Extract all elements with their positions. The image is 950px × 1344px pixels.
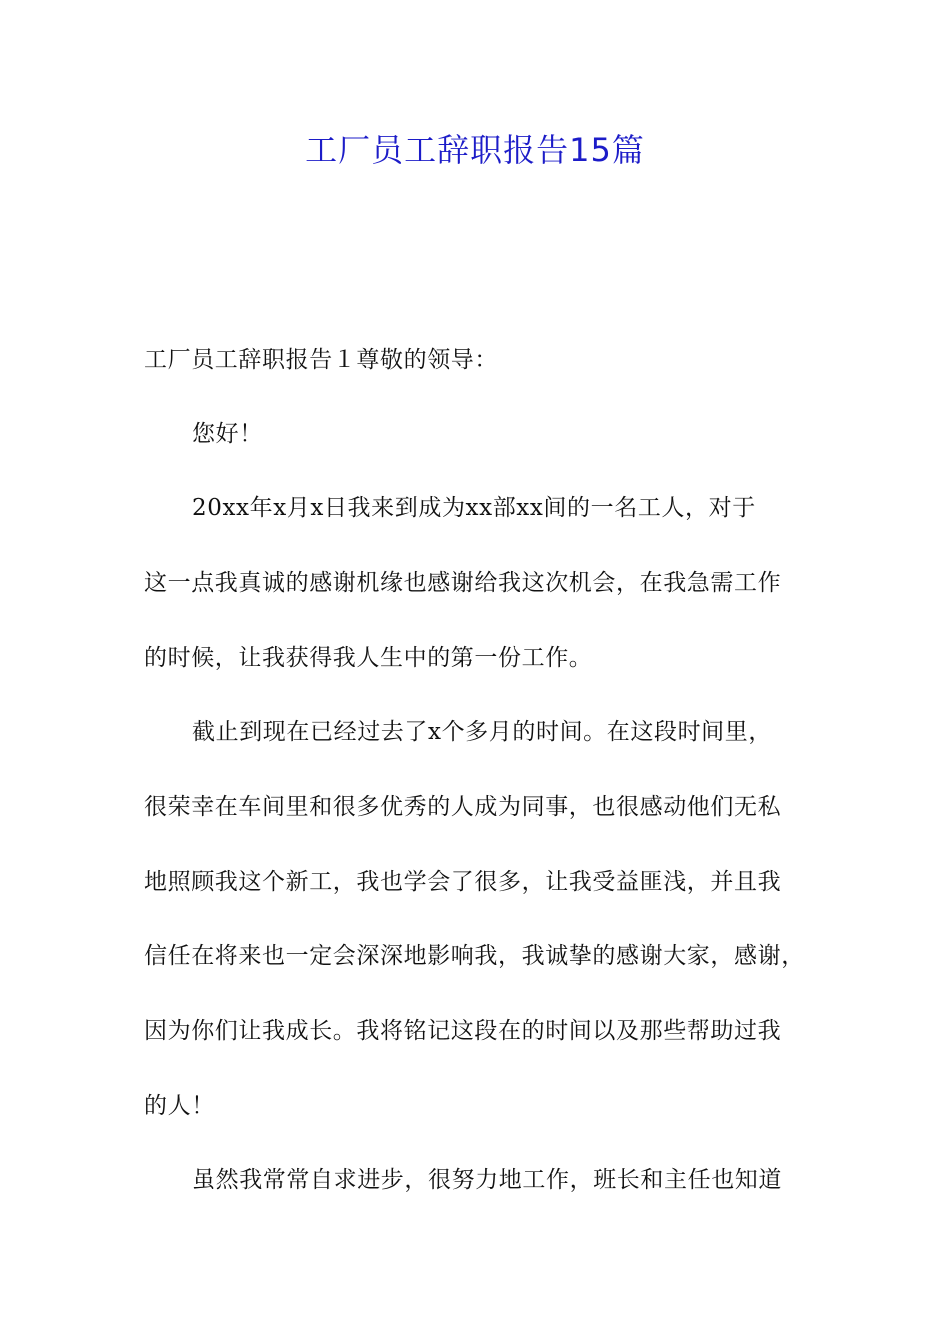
paragraph-2-line-6: 的人！ xyxy=(144,1093,215,1119)
document-title: 工厂员工辞职报告15篇 xyxy=(305,131,645,169)
paragraph-1-line-2: 这一点我真诚的感谢机缘也感谢给我这次机会，在我急需工作 xyxy=(144,570,782,596)
paragraph-1-line-1: 20xx年x月x日我来到成为xx部xx间的一名工人，对于 xyxy=(192,495,756,521)
paragraph-1-line-3: 的时候，让我获得我人生中的第一份工作。 xyxy=(144,645,593,671)
paragraph-2-line-1: 截止到现在已经过去了x个多月的时间。在这段时间里， xyxy=(192,719,772,745)
greeting-line: 您好！ xyxy=(192,421,263,447)
paragraph-2-line-2: 很荣幸在车间里和很多优秀的人成为同事，也很感动他们无私 xyxy=(144,794,782,820)
paragraph-2-line-4: 信任在将来也一定会深深地影响我，我诚挚的感谢大家，感谢， xyxy=(144,943,805,969)
paragraph-2-line-5: 因为你们让我成长。我将铭记这段在的时间以及那些帮助过我 xyxy=(144,1018,782,1044)
salutation-line: 工厂员工辞职报告１尊敬的领导： xyxy=(144,347,498,373)
paragraph-2-line-3: 地照顾我这个新工，我也学会了很多，让我受益匪浅，并且我 xyxy=(144,869,782,895)
paragraph-3-line-1: 虽然我常常自求进步，很努力地工作，班长和主任也知道 xyxy=(192,1167,782,1193)
